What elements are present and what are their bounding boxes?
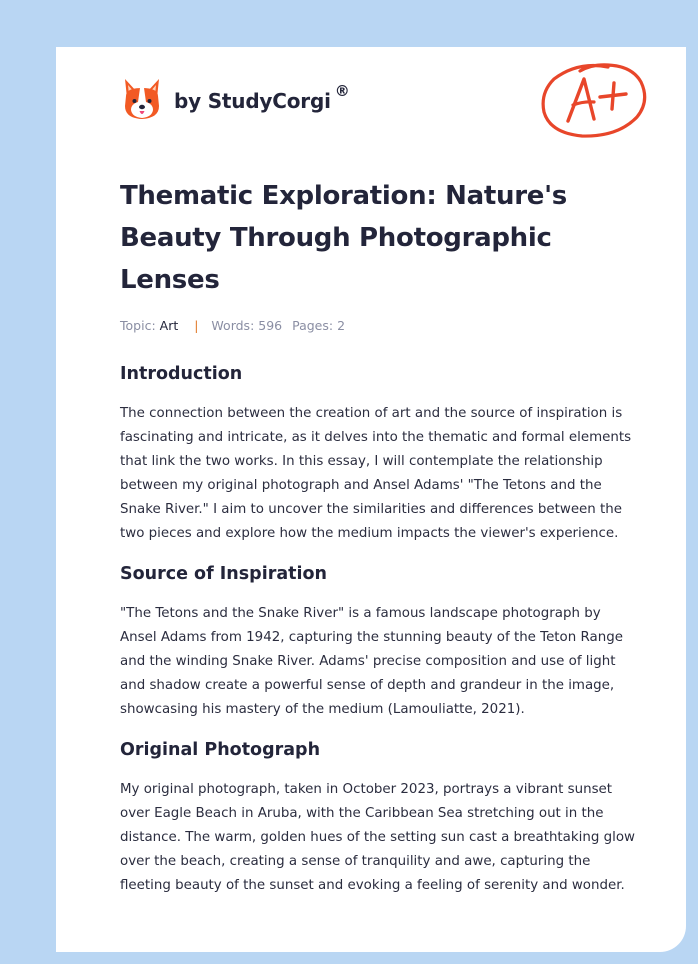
- topic-value[interactable]: Art: [159, 318, 179, 333]
- section-heading-introduction: Introduction: [120, 364, 243, 384]
- pages-label: Pages:: [292, 318, 334, 333]
- words-value: 596: [258, 318, 283, 333]
- essay-meta: [120, 317, 635, 335]
- section-heading-original-photograph: Original Photograph: [120, 740, 321, 760]
- meta-separator: |: [194, 318, 199, 333]
- essay-title: Thematic Exploration: Nature's Beauty Through Photographic Lenses: [120, 181, 567, 295]
- studycorgi-logo[interactable]: [122, 76, 350, 122]
- a-plus-grade-icon: [538, 57, 650, 141]
- topic-label: Topic:: [120, 318, 156, 333]
- pages-value: 2: [337, 318, 346, 333]
- section-body-source-of-inspiration: "The Tetons and the Snake River" is a famous landscape photograph by Ansel Adams from 1942, capturing the stunning beauty of the Teton Range and the winding Snake River. Adams' precise composition and use of light and shadow create a powerful sense of depth and grandeur in the image, showcasing his mastery of the medium (Lamouliatte, 2021).: [120, 606, 623, 717]
- corgi-icon: [122, 76, 162, 122]
- section-body-original-photograph: My original photograph, taken in October 2023, portrays a vibrant sunset over Eagle Beach in Aruba, with the Caribbean Sea stretching out in the distance. The warm, golden hues of the setting sun cast a breathtaking glow over the beach, creating a sense of tranquility and awe, capturing the fleeting beauty of the sunset and evoking a feeling of serenity and wonder.: [120, 782, 635, 893]
- section-body-introduction: The connection between the creation of art and the source of inspiration is fascinating and intricate, as it delves into the thematic and formal elements that link the two works. In this essay, I will contemplate the relationship between my original photograph and Ansel Adams' "The Tetons and the Snake River." I aim to uncover the similarities and differences between the two pieces and explore how the medium impacts the viewer's experience.: [120, 406, 632, 541]
- registered-mark: ®: [334, 82, 350, 100]
- document-page: [56, 47, 686, 952]
- section-heading-source-of-inspiration: Source of Inspiration: [120, 564, 327, 584]
- brand-name: by StudyCorgi: [174, 89, 331, 113]
- words-label: Words:: [211, 318, 255, 333]
- essay-content: [120, 175, 635, 898]
